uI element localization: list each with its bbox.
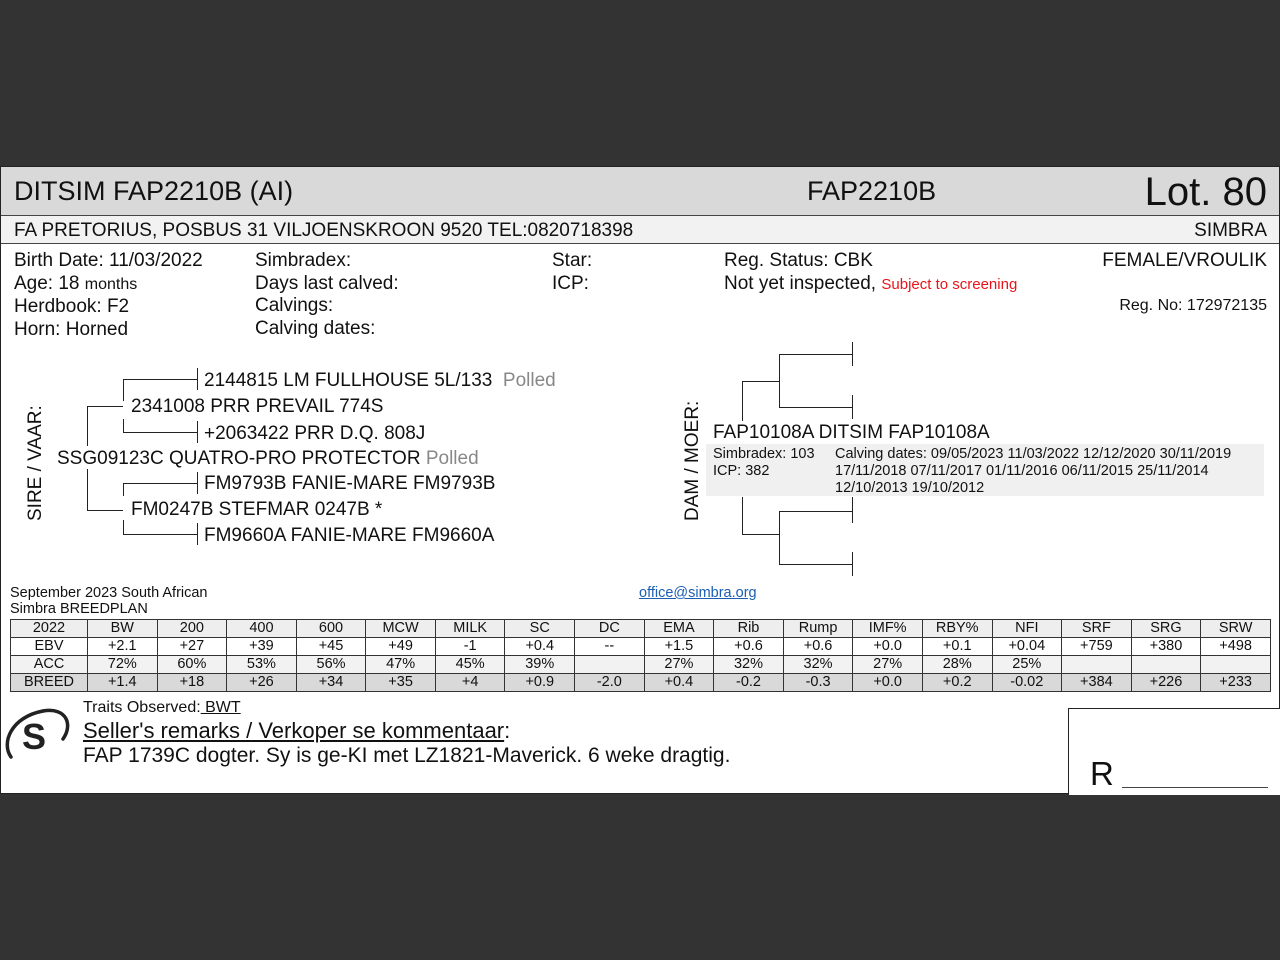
age <box>14 273 203 297</box>
tree-line <box>123 520 124 535</box>
table-cell: SRF <box>1062 620 1132 638</box>
inspection-status <box>724 273 1017 297</box>
tree-line <box>197 523 198 545</box>
table-cell: 25% <box>992 656 1062 674</box>
table-cell <box>1062 656 1132 674</box>
tree-line <box>852 395 853 419</box>
table-cell: RBY% <box>922 620 992 638</box>
table-cell: 56% <box>296 656 366 674</box>
tree-line <box>87 510 123 511</box>
sire-sire-dam: +2063422 PRR D.Q. 808J <box>204 423 426 444</box>
breedplan-title <box>10 585 208 617</box>
table-cell: 47% <box>366 656 436 674</box>
table-cell: Rump <box>783 620 853 638</box>
tree-line <box>123 419 124 433</box>
sire-dam-dam: FM9660A FANIE-MARE FM9660A <box>204 525 495 546</box>
tree-line <box>123 379 197 380</box>
table-cell: +35 <box>366 674 436 692</box>
table-cell: 60% <box>157 656 227 674</box>
table-cell: +0.0 <box>853 638 923 656</box>
table-cell: -0.2 <box>714 674 784 692</box>
table-header-row <box>11 620 1271 638</box>
table-cell: +226 <box>1131 674 1201 692</box>
age-unit: months <box>84 275 138 293</box>
reg-number: Reg. No: 172972135 <box>1119 297 1267 314</box>
tree-line <box>779 354 780 408</box>
sire-label: SIRE / VAAR: <box>25 405 46 521</box>
table-cell: -2.0 <box>575 674 645 692</box>
remarks-body: FAP 1739C dogter. Sy is ge-KI met LZ1821-Maverick. 6 weke dragtig. <box>83 744 731 767</box>
tree-line <box>742 534 779 535</box>
table-cell: +1.4 <box>88 674 158 692</box>
table-cell: BREED <box>11 674 88 692</box>
table-cell <box>1131 656 1201 674</box>
tree-line <box>779 564 852 565</box>
dam-calving-dates-2: 17/11/2018 07/11/2017 01/11/2016 06/11/2015 25/11/2014 <box>835 463 1209 479</box>
lot-card <box>0 166 1280 794</box>
table-cell: +4 <box>435 674 505 692</box>
table-row-breed <box>11 674 1271 692</box>
email-link[interactable]: office@simbra.org <box>639 585 757 601</box>
tree-line <box>852 552 853 576</box>
dam-name: FAP10108A DITSIM FAP10108A <box>713 422 990 443</box>
table-cell: +45 <box>296 638 366 656</box>
age-value: Age: 18 <box>14 272 80 294</box>
birth-date: Birth Date: 11/03/2022 <box>14 250 203 271</box>
calvings: Calvings: <box>255 295 334 316</box>
tree-line <box>123 483 197 484</box>
breed-name: SIMBRA <box>1194 220 1267 241</box>
screening-note: Subject to screening <box>881 275 1018 293</box>
sire-sire-sire-name: 2144815 LM FULLHOUSE 5L/133 <box>204 370 493 391</box>
icp: ICP: <box>552 272 589 294</box>
table-cell: IMF% <box>853 620 923 638</box>
owner-details: FA PRETORIUS, POSBUS 31 VILJOENSKROON 9520 TEL:0820718398 <box>14 220 634 241</box>
sire-name: SSG09123C QUATRO-PRO PROTECTOR <box>57 448 421 469</box>
table-cell: +384 <box>1062 674 1132 692</box>
table-cell: -0.3 <box>783 674 853 692</box>
price-input-line[interactable] <box>1122 787 1268 788</box>
table-cell: +0.04 <box>992 638 1062 656</box>
table-cell: +0.0 <box>853 674 923 692</box>
tree-line <box>779 407 852 408</box>
table-cell: +0.1 <box>922 638 992 656</box>
tree-line <box>87 406 88 446</box>
sire-dam: FM0247B STEFMAR 0247B * <box>131 499 383 520</box>
table-cell: SRW <box>1201 620 1271 638</box>
table-cell: +233 <box>1201 674 1271 692</box>
info-col-2 <box>255 250 399 340</box>
table-cell: 400 <box>227 620 297 638</box>
dam-simbradex: Simbradex: 103 <box>713 446 815 462</box>
traits-observed <box>83 699 241 717</box>
simbra-logo-icon <box>3 705 73 763</box>
horn-status: Horn: Horned <box>14 318 129 340</box>
breedplan-title-line-1: September 2023 South African <box>10 585 208 601</box>
table-row-acc <box>11 656 1271 674</box>
table-cell: +0.6 <box>714 638 784 656</box>
lot-number: Lot. 80 <box>1144 170 1267 214</box>
title-bar <box>1 167 1279 216</box>
sire <box>57 448 479 470</box>
table-cell: +380 <box>1131 638 1201 656</box>
traits-label: Traits Observed: <box>83 699 201 716</box>
table-cell: +34 <box>296 674 366 692</box>
table-cell: MILK <box>435 620 505 638</box>
tree-line <box>197 472 198 494</box>
traits-value: BWT <box>200 699 241 716</box>
tree-line <box>123 534 197 535</box>
table-cell: SC <box>505 620 575 638</box>
dam-calving-dates-3: 12/10/2013 19/10/2012 <box>835 480 985 496</box>
table-cell: NFI <box>992 620 1062 638</box>
tree-line <box>123 483 124 496</box>
table-cell: +0.9 <box>505 674 575 692</box>
info-col-1 <box>14 250 203 341</box>
table-cell: +1.5 <box>644 638 714 656</box>
animal-id: FAP2210B <box>807 176 937 206</box>
table-cell: -1 <box>435 638 505 656</box>
tree-line <box>197 421 198 443</box>
table-cell: +2.1 <box>88 638 158 656</box>
info-col-4 <box>724 250 1017 296</box>
sire-sire-sire <box>204 370 556 392</box>
sex: FEMALE/VROULIK <box>1102 250 1267 271</box>
herdbook: Herdbook: F2 <box>14 296 130 317</box>
days-last-calved: Days last calved: <box>255 272 399 294</box>
calving-dates: Calving dates: <box>255 317 376 339</box>
tree-line <box>123 432 197 433</box>
table-row-ebv <box>11 638 1271 656</box>
table-cell: BW <box>88 620 158 638</box>
table-cell: MCW <box>366 620 436 638</box>
reg-status: Reg. Status: CBK <box>724 250 873 271</box>
dam-icp: ICP: 382 <box>713 463 770 479</box>
sire-dam-sire: FM9793B FANIE-MARE FM9793B <box>204 473 496 494</box>
table-cell: 27% <box>644 656 714 674</box>
table-cell: EBV <box>11 638 88 656</box>
star: Star: <box>552 250 593 271</box>
price-box <box>1068 708 1280 795</box>
table-cell: +0.4 <box>505 638 575 656</box>
table-cell: DC <box>575 620 645 638</box>
table-cell <box>1201 656 1271 674</box>
tree-line <box>742 381 743 421</box>
dam-calving-dates-1: Calving dates: 09/05/2023 11/03/2022 12/12/2020 30/11/2019 <box>835 446 1232 462</box>
owner-bar <box>1 216 1279 244</box>
table-cell <box>575 656 645 674</box>
remarks-colon: : <box>504 718 511 743</box>
table-cell: +49 <box>366 638 436 656</box>
table-cell: +498 <box>1201 638 1271 656</box>
remarks-title <box>83 718 510 744</box>
tree-line <box>852 342 853 366</box>
remarks-title-text: Seller's remarks / Verkoper se kommentaar <box>83 718 505 743</box>
polled-note: Polled <box>425 448 479 469</box>
tree-line <box>742 497 743 535</box>
tree-line <box>779 511 852 512</box>
simbradex: Simbradex: <box>255 250 352 271</box>
currency-label: R <box>1090 755 1114 792</box>
table-cell: ACC <box>11 656 88 674</box>
breedplan-title-line-2: Simbra BREEDPLAN <box>10 601 148 617</box>
polled-note: Polled <box>502 370 556 391</box>
tree-line <box>779 511 780 565</box>
table-cell: -- <box>575 638 645 656</box>
table-cell: -0.02 <box>992 674 1062 692</box>
table-cell: +0.2 <box>922 674 992 692</box>
info-col-3 <box>552 250 592 295</box>
table-cell: +27 <box>157 638 227 656</box>
table-cell: +18 <box>157 674 227 692</box>
tree-line <box>197 368 198 390</box>
table-cell: 72% <box>88 656 158 674</box>
table-cell: 39% <box>505 656 575 674</box>
animal-name: DITSIM FAP2210B (AI) <box>14 176 294 206</box>
ebv-table <box>10 619 1271 692</box>
table-cell: Rib <box>714 620 784 638</box>
table-cell: 45% <box>435 656 505 674</box>
table-cell: EMA <box>644 620 714 638</box>
table-cell: 2022 <box>11 620 88 638</box>
table-cell: +26 <box>227 674 297 692</box>
tree-line <box>742 381 779 382</box>
table-cell: 200 <box>157 620 227 638</box>
table-cell: 53% <box>227 656 297 674</box>
table-cell: +0.4 <box>644 674 714 692</box>
table-cell: +759 <box>1062 638 1132 656</box>
table-cell: +0.6 <box>783 638 853 656</box>
table-cell: 32% <box>714 656 784 674</box>
tree-line <box>87 469 88 511</box>
table-cell: +39 <box>227 638 297 656</box>
tree-line <box>123 379 124 401</box>
sire-sire: 2341008 PRR PREVAIL 774S <box>131 396 384 417</box>
table-cell: 27% <box>853 656 923 674</box>
tree-line <box>87 406 123 407</box>
table-cell: 32% <box>783 656 853 674</box>
table-cell: 600 <box>296 620 366 638</box>
tree-line <box>852 497 853 523</box>
svg-text:S: S <box>21 716 47 757</box>
dam-label: DAM / MOER: <box>682 400 703 521</box>
tree-line <box>779 354 852 355</box>
table-cell: 28% <box>922 656 992 674</box>
inspection-text: Not yet inspected, <box>724 272 877 294</box>
table-cell: SRG <box>1131 620 1201 638</box>
